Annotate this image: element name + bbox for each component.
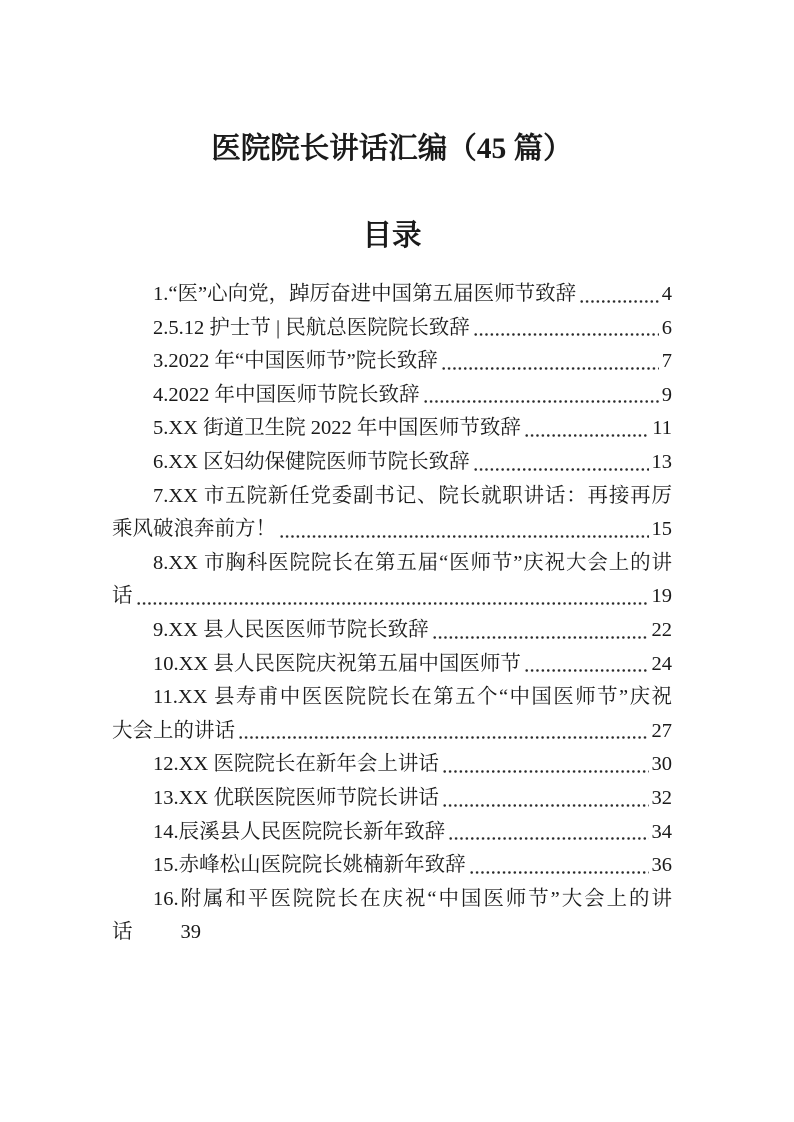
toc-page-number: 13 [651,450,672,473]
toc-row[interactable] [112,446,672,480]
toc-entry-text: 7.XX 市五院新任党委副书记、院长就职讲话：再接再厉 [153,484,672,507]
toc-page-number: 36 [651,854,672,877]
toc-page-number: 39 [180,921,201,944]
toc-row[interactable] [112,379,672,413]
toc-page-number: 30 [651,753,672,776]
toc-entry-text: 6.XX 区妇幼保健院医师节院长致辞 [153,450,470,473]
toc-row[interactable] [112,480,672,514]
toc-leader-dots [442,770,649,773]
toc-entry-text: 11.XX 县寿甫中医医院院长在第五个“中国医师节”庆祝 [153,686,672,709]
toc-entry-text: 13.XX 优联医院医师节院长讲话 [153,786,439,809]
toc-row[interactable] [112,312,672,346]
toc-page-number: 6 [661,316,672,339]
toc-row[interactable] [112,278,672,312]
toc-entry-text: 5.XX 街道卫生院 2022 年中国医师节致辞 [153,417,521,440]
toc-row[interactable] [112,614,672,648]
toc-page-number: 32 [651,786,672,809]
toc-entry-text: 1.“医”心向党，踔厉奋进中国第五届医师节致辞 [153,283,577,305]
toc-entry-text: 10.XX 县人民医院庆祝第五届中国医师节 [153,652,521,675]
toc-entry-text: 话 [112,585,133,608]
toc-row[interactable] [112,513,672,547]
toc-page-number: 22 [651,618,672,641]
toc-leader-dots [469,871,649,874]
toc-leader-dots [238,736,649,739]
toc-entry-text: 12.XX 医院院长在新年会上讲话 [153,753,439,776]
toc-row[interactable] [112,782,672,816]
toc-row[interactable] [112,681,672,715]
toc-entry-text: 9.XX 县人民医医师节院长致辞 [153,618,429,641]
toc-row[interactable] [112,916,672,950]
toc-row[interactable] [112,547,672,581]
toc-entry-text: 3.2022 年“中国医师节”院长致辞 [153,350,438,373]
toc-row[interactable] [112,648,672,682]
toc-leader-dots [524,434,649,437]
toc-page-number: 24 [651,652,672,675]
toc-heading: 目录 [362,220,422,252]
toc-entry-text: 大会上的讲话 [112,719,235,742]
toc-page-number: 27 [651,719,672,742]
toc-leader-dots [473,333,659,336]
toc-page-number: 34 [651,820,672,843]
toc-leader-dots [432,636,649,639]
toc-leader-dots [423,400,659,403]
toc-row[interactable] [112,748,672,782]
toc-row[interactable] [112,580,672,614]
toc-row[interactable] [112,883,672,917]
toc-row[interactable] [112,816,672,850]
toc-leader-dots [579,300,659,303]
toc-leader-dots [136,602,649,605]
toc-leader-dots [524,669,649,672]
toc-leader-dots [279,535,649,538]
toc-row[interactable] [112,345,672,379]
table-of-contents [112,278,672,950]
toc-entry-text: 8.XX 市胸科医院院长在第五届“医师节”庆祝大会上的讲 [153,551,672,574]
toc-entry-text: 16.附属和平医院院长在庆祝“中国医师节”大会上的讲 [153,887,672,910]
toc-leader-dots [473,468,649,471]
toc-leader-dots [448,837,648,840]
toc-page-number: 19 [651,585,672,608]
toc-entry-text: 4.2022 年中国医师节院长致辞 [153,383,420,406]
toc-leader-dots [442,804,649,807]
toc-leader-dots [441,367,659,370]
toc-entry-text: 14.辰溪县人民医院院长新年致辞 [153,820,446,843]
document-title: 医院院长讲话汇编（45 篇） [211,133,573,165]
toc-page-number: 11 [652,417,672,440]
toc-row[interactable] [112,412,672,446]
toc-entry-text: 2.5.12 护士节 | 民航总医院院长致辞 [153,316,470,339]
toc-page-number: 15 [651,518,672,541]
toc-row[interactable] [112,849,672,883]
toc-page-number: 7 [661,350,672,373]
toc-row[interactable] [112,715,672,749]
toc-page-number: 4 [661,283,672,305]
toc-page-number: 9 [661,383,672,406]
toc-entry-text: 话 [112,921,133,944]
toc-entry-text: 15.赤峰松山医院院长姚楠新年致辞 [153,854,466,877]
toc-entry-text: 乘风破浪奔前方！ [112,518,276,541]
